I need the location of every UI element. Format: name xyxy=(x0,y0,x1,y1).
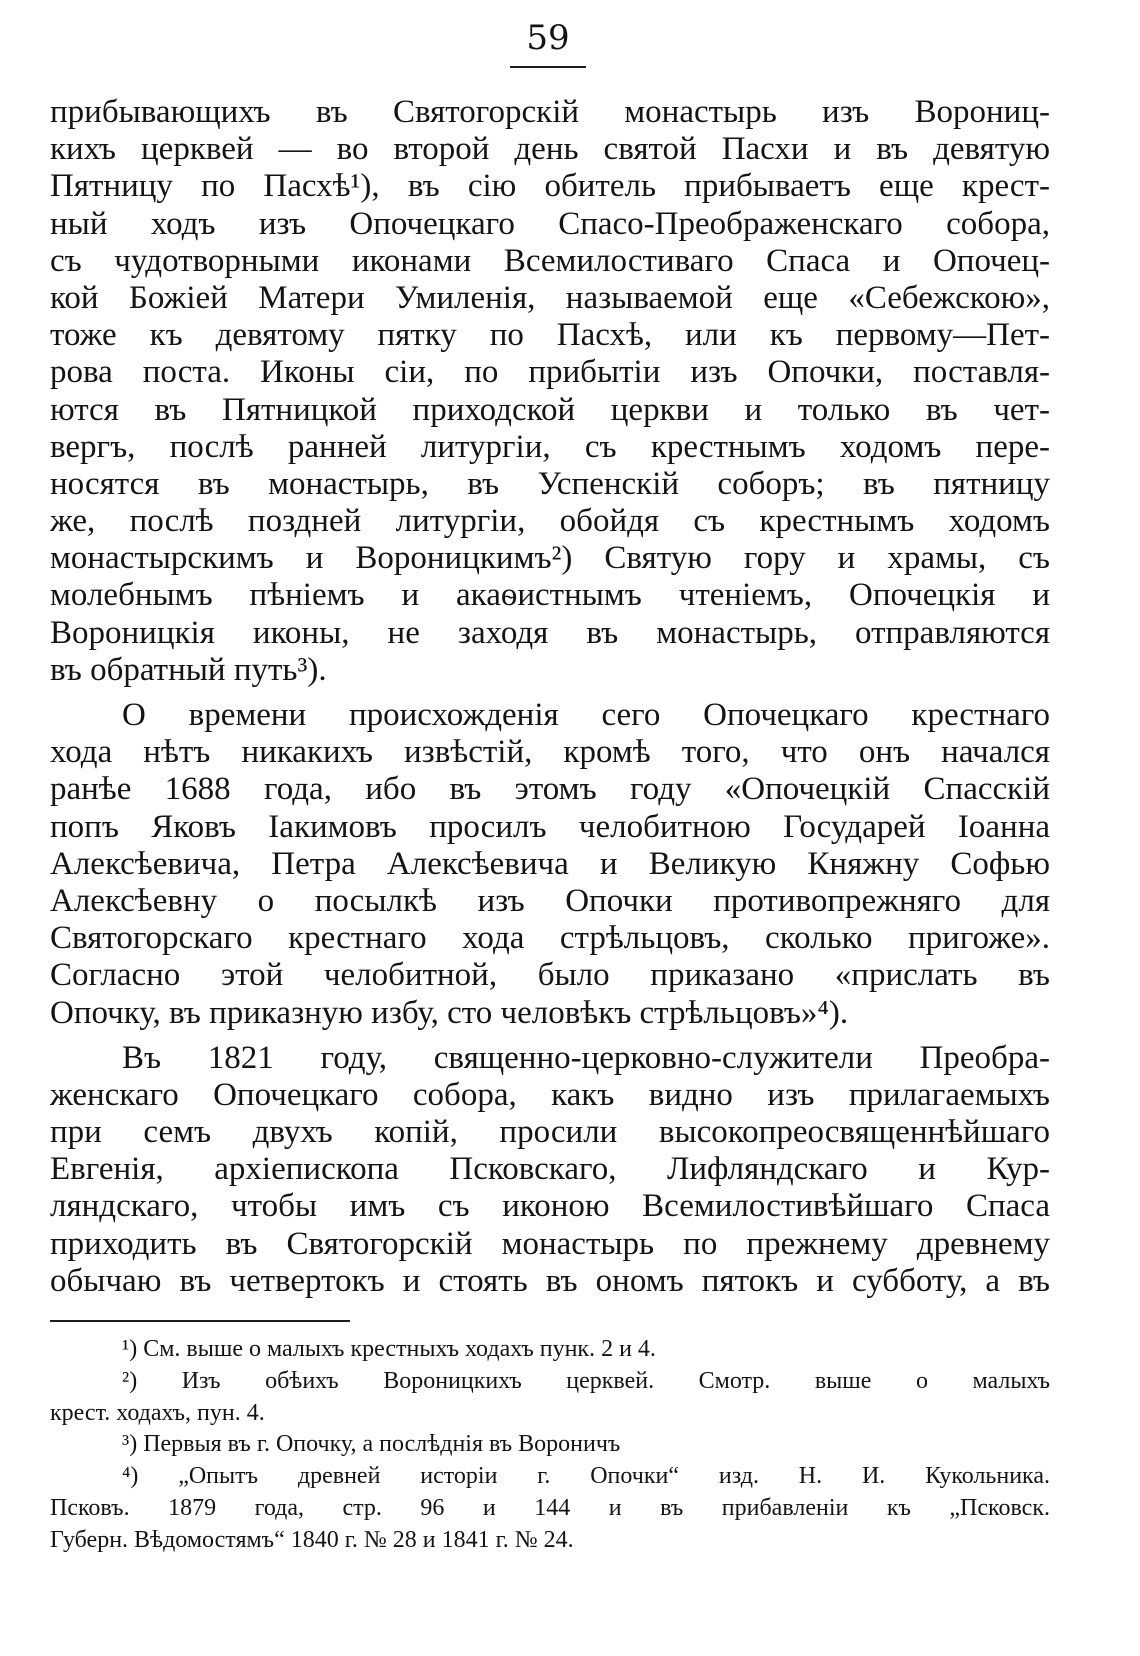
page-number: 59 xyxy=(526,18,570,58)
text-line: Согласно этой челобитной, было приказано «прислать въ xyxy=(50,957,1050,994)
text-line: ются въ Пятницкой приходской церкви и только въ чет- xyxy=(50,391,1050,428)
text-line: ранѣе 1688 года, ибо въ этомъ году «Опочецкій Спасскій xyxy=(50,771,1050,808)
text-line: прибывающихъ въ Святогорскій монастырь изъ Ворониц- xyxy=(50,94,1050,130)
body-text xyxy=(50,94,1050,1300)
text-line: Въ 1821 году, священно-церковно-служители Преобра- xyxy=(122,1039,1050,1076)
text-line: Опочку, въ приказную избу, сто человѣкъ стрѣльцовъ»⁴). xyxy=(50,994,849,1031)
footnote-line: крест. ходахъ, пун. 4. xyxy=(50,1399,265,1426)
footnote-line: ³) Первыя въ г. Опочку, а послѣднія въ Вороничъ xyxy=(122,1431,621,1458)
text-line: монастырскимъ и Вороницкимъ²) Святую гору и храмы, съ xyxy=(50,540,1050,577)
paragraph-gap xyxy=(50,1032,1050,1040)
text-line: ный ходъ изъ Опочецкаго Спасо-Преображенскаго собора, xyxy=(50,205,1050,242)
text-line: Алексѣевича, Петра Алексѣевича и Великую Княжну Софью xyxy=(50,845,1050,882)
text-line: Святогорскаго крестнаго хода стрѣльцовъ, сколько пригоже». xyxy=(50,920,1050,957)
footnote-line: Псковъ. 1879 года, стр. 96 и 144 и въ прибавленіи къ „Псковск. xyxy=(50,1494,1050,1521)
text-line: при семъ двухъ копій, просили высокопреосвященнѣйшаго xyxy=(50,1114,1050,1151)
text-line: молебнымъ пѣніемъ и акаѳистнымъ чтеніемъ, Опочецкія и xyxy=(50,577,1050,614)
text-line: женскаго Опочецкаго собора, какъ видно изъ прилагаемыхъ xyxy=(50,1076,1050,1113)
text-line: же, послѣ поздней литургіи, обойдя съ крестнымъ ходомъ xyxy=(50,503,1050,540)
text-line: ляндскаго, чтобы имъ съ иконою Всемилостивѣйшаго Спаса xyxy=(50,1188,1050,1225)
page-number-rule xyxy=(510,66,586,68)
footnote-line: Губерн. Вѣдомостямъ“ 1840 г. № 28 и 1841 г. № 24. xyxy=(50,1526,574,1553)
text-line: приходить въ Святогорскій монастырь по прежнему древнему xyxy=(50,1225,1050,1262)
text-line: носятся въ монастырь, въ Успенскій соборъ; въ пятницу xyxy=(50,465,1050,502)
text-line: съ чудотворными иконами Всемилостиваго Спаса и Опочец- xyxy=(50,242,1050,279)
footnote-separator xyxy=(50,1320,350,1322)
footnotes xyxy=(50,1334,1050,1557)
text-line: рова поста. Иконы сіи, по прибытіи изъ Опочки, поставля- xyxy=(50,354,1050,391)
text-line: попъ Яковъ Іакимовъ просилъ челобитною Государей Іоанна xyxy=(50,808,1050,845)
footnote-line: ¹) См. выше о малыхъ крестныхъ ходахъ пунк. 2 и 4. xyxy=(122,1336,656,1362)
footnote-line: ⁴) „Опытъ древней исторіи г. Опочки“ изд. Н. И. Кукольника. xyxy=(122,1463,1050,1490)
text-line: кой Божіей Матери Умиленія, называемой еще «Себежскою», xyxy=(50,279,1050,316)
paragraph-gap xyxy=(50,689,1050,697)
text-line: Евгенія, архіепископа Псковскаго, Лифляндскаго и Кур- xyxy=(50,1151,1050,1188)
text-line: Вороницкія иконы, не заходя въ монастырь, отправляются xyxy=(50,614,1050,651)
text-line: кихъ церквей — во второй день святой Пасхи и въ девятую xyxy=(50,131,1050,168)
text-line: въ обратный путь³). xyxy=(50,651,327,688)
footnote-line: ²) Изъ обѣихъ Вороницкихъ церквей. Смотр. выше о малыхъ xyxy=(122,1367,1050,1394)
text-line: тоже къ девятому пятку по Пасхѣ, или къ первому—Пет- xyxy=(50,317,1050,354)
text-line: О времени происхожденія сего Опочецкаго крестнаго xyxy=(122,697,1050,733)
text-line: Пятницу по Пасхѣ¹), въ сію обитель прибываетъ еще крест- xyxy=(50,168,1050,205)
text-line: Алексѣевну о посылкѣ изъ Опочки противопрежняго для xyxy=(50,882,1050,919)
text-line: вергъ, послѣ ранней литургіи, съ крестнымъ ходомъ пере- xyxy=(50,428,1050,465)
text-line: обычаю въ четвертокъ и стоять въ ономъ пятокъ и субботу, а въ xyxy=(50,1262,1050,1299)
text-line: хода нѣтъ никакихъ извѣстій, кромѣ того, что онъ начался xyxy=(50,734,1050,771)
